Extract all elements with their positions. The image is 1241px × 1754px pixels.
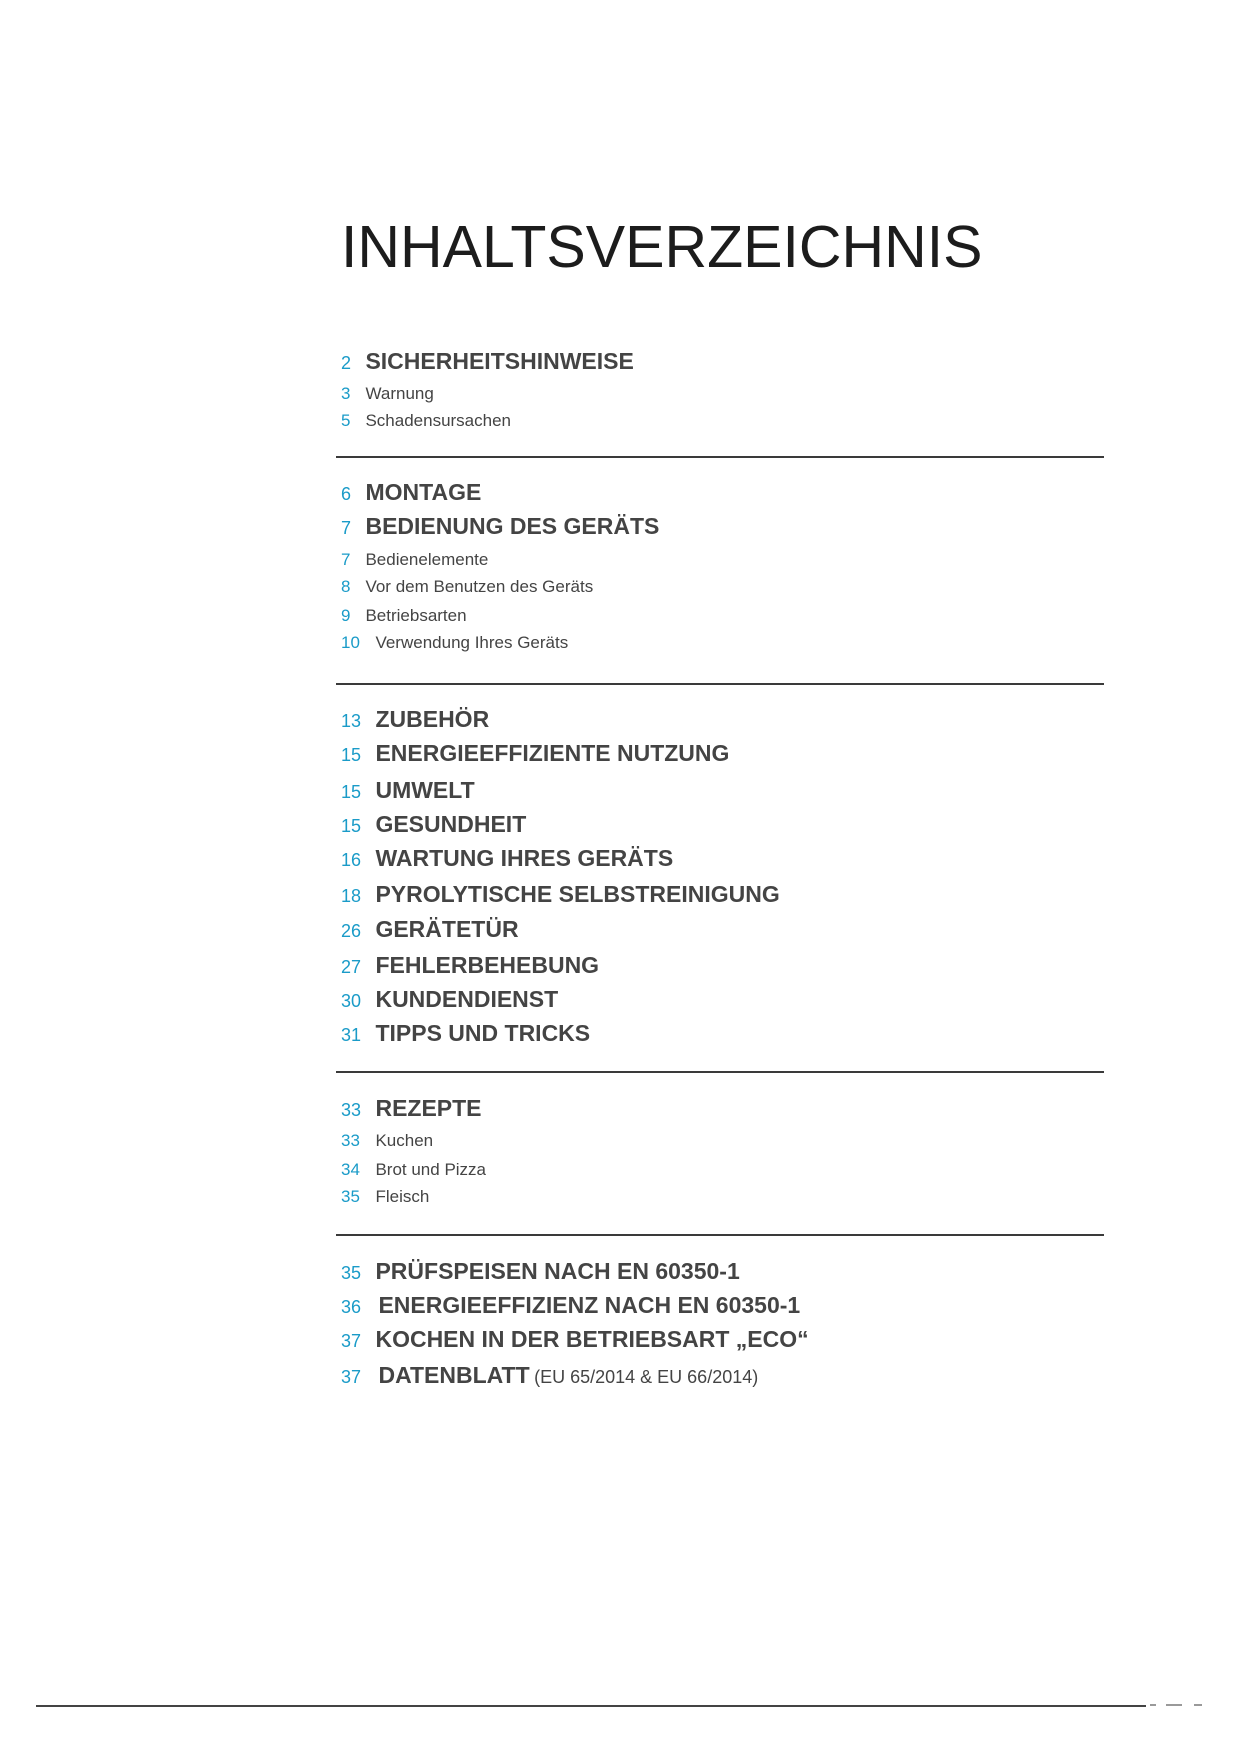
entry-label: UMWELT <box>375 777 475 803</box>
entry-label: SICHERHEITSHINWEISE <box>365 348 634 374</box>
page-number: 10 <box>341 633 360 652</box>
page-number: 31 <box>341 1025 362 1045</box>
toc-entry[interactable] <box>341 954 599 977</box>
entry-label: GERÄTETÜR <box>375 916 519 942</box>
toc-entry[interactable] <box>341 515 659 538</box>
page-number: 2 <box>341 353 352 373</box>
entry-label: ZUBEHÖR <box>375 706 490 732</box>
page-number: 9 <box>341 606 351 625</box>
entry-suffix: (EU 65/2014 & EU 66/2014) <box>534 1367 759 1387</box>
toc-entry[interactable] <box>341 1364 758 1387</box>
entry-label: Vor dem Benutzen des Geräts <box>365 577 594 596</box>
toc-entry[interactable] <box>341 988 558 1011</box>
toc-entry[interactable] <box>341 813 526 836</box>
section-divider <box>336 1234 1104 1236</box>
toc-entry[interactable] <box>341 1294 800 1317</box>
footer-marks <box>1146 1701 1206 1709</box>
page-number: 27 <box>341 957 362 977</box>
footer-rule <box>36 1705 1146 1707</box>
toc-entry[interactable] <box>341 1161 486 1179</box>
toc-entry[interactable] <box>341 578 593 596</box>
entry-label: WARTUNG IHRES GERÄTS <box>375 845 674 871</box>
page-number: 5 <box>341 411 351 430</box>
page-number: 13 <box>341 711 362 731</box>
page-number: 16 <box>341 850 362 870</box>
entry-label: REZEPTE <box>375 1095 482 1121</box>
page-number: 33 <box>341 1100 362 1120</box>
entry-label: Fleisch <box>375 1187 430 1206</box>
toc-entry[interactable] <box>341 883 780 906</box>
entry-label: PRÜFSPEISEN NACH EN 60350-1 <box>375 1258 740 1284</box>
page-number: 7 <box>341 550 351 569</box>
page-number: 6 <box>341 484 352 504</box>
entry-label: BEDIENUNG DES GERÄTS <box>365 513 660 539</box>
page-number: 15 <box>341 816 362 836</box>
page-number: 3 <box>341 384 351 403</box>
page-number: 37 <box>341 1367 362 1387</box>
entry-label: Betriebsarten <box>365 606 467 625</box>
entry-label: KUNDENDIENST <box>375 986 559 1012</box>
page-number: 35 <box>341 1187 360 1206</box>
page-number: 15 <box>341 782 362 802</box>
entry-label: KOCHEN IN DER BETRIEBSART „ECO“ <box>375 1326 809 1352</box>
toc-entry[interactable] <box>341 1097 482 1120</box>
toc-entry[interactable] <box>341 1188 429 1206</box>
toc-entry[interactable] <box>341 847 673 870</box>
page-title: INHALTSVERZEICHNIS <box>341 214 983 280</box>
entry-label: Brot und Pizza <box>375 1160 487 1179</box>
toc-entry[interactable] <box>341 1260 740 1283</box>
toc-entry[interactable] <box>341 607 467 625</box>
section-divider <box>336 683 1104 685</box>
entry-label: ENERGIEEFFIZIENTE NUTZUNG <box>375 740 730 766</box>
entry-label: Kuchen <box>375 1131 434 1150</box>
toc-entry[interactable] <box>341 1328 809 1351</box>
entry-label: GESUNDHEIT <box>375 811 527 837</box>
entry-label: PYROLYTISCHE SELBSTREINIGUNG <box>375 881 780 907</box>
entry-label: Bedienelemente <box>365 550 489 569</box>
toc-entry[interactable] <box>341 742 729 765</box>
page-number: 33 <box>341 1131 360 1150</box>
page-number: 7 <box>341 518 352 538</box>
entry-label: FEHLERBEHEBUNG <box>375 952 600 978</box>
toc-entry[interactable] <box>341 1132 433 1150</box>
toc-entry[interactable] <box>341 1022 590 1045</box>
page-number: 30 <box>341 991 362 1011</box>
page-number: 35 <box>341 1263 362 1283</box>
page-number: 15 <box>341 745 362 765</box>
toc-entry[interactable] <box>341 350 634 373</box>
entry-label: Verwendung Ihres Geräts <box>375 633 569 652</box>
page-number: 8 <box>341 577 351 596</box>
toc-entry[interactable] <box>341 551 488 569</box>
entry-label: ENERGIEEFFIZIENZ NACH EN 60350-1 <box>378 1292 801 1318</box>
toc-entry[interactable] <box>341 481 481 504</box>
page-number: 37 <box>341 1331 362 1351</box>
section-divider <box>336 456 1104 458</box>
toc-entry[interactable] <box>341 779 475 802</box>
entry-label: DATENBLATT <box>378 1362 530 1388</box>
toc-entry[interactable] <box>341 412 511 430</box>
entry-label: Schadensursachen <box>365 411 511 430</box>
entry-label: TIPPS UND TRICKS <box>375 1020 591 1046</box>
page-number: 36 <box>341 1297 362 1317</box>
entry-label: MONTAGE <box>365 479 482 505</box>
toc-entry[interactable] <box>341 385 434 403</box>
page-number: 34 <box>341 1160 360 1179</box>
page-number: 18 <box>341 886 362 906</box>
toc-entry[interactable] <box>341 634 568 652</box>
toc-entry[interactable] <box>341 708 489 731</box>
toc-entry[interactable] <box>341 918 519 941</box>
page-number: 26 <box>341 921 362 941</box>
entry-label: Warnung <box>365 384 434 403</box>
section-divider <box>336 1071 1104 1073</box>
